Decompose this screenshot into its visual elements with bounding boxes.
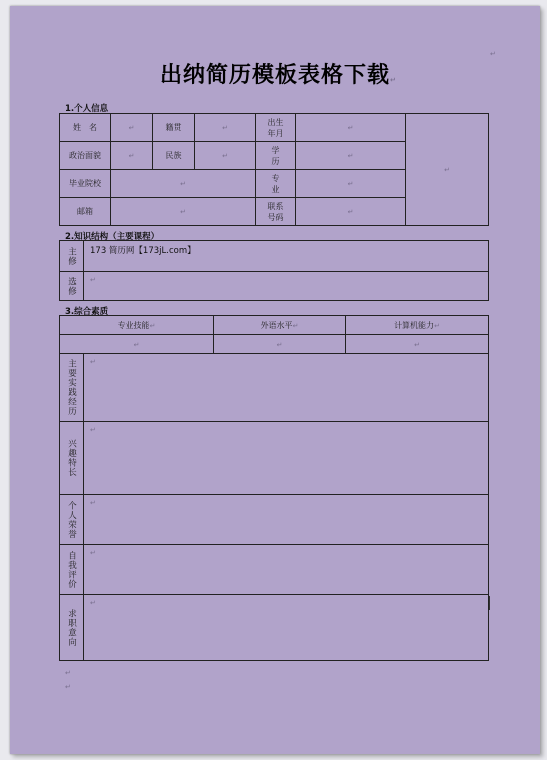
school-value-cell[interactable]: ↵ bbox=[111, 170, 256, 198]
computer-skill-value[interactable]: ↵ bbox=[346, 335, 489, 354]
interest-label-cell: 兴趣特长 bbox=[60, 422, 84, 495]
self-eval-value-cell[interactable]: ↵ bbox=[84, 545, 489, 595]
birth-label-cell: 出生年月 bbox=[256, 114, 296, 142]
section-overall: 3.综合素质 bbox=[65, 307, 109, 317]
native-value-cell[interactable]: ↵ bbox=[195, 114, 256, 142]
practice-value-cell[interactable]: ↵ bbox=[84, 354, 489, 422]
birth-value-cell[interactable]: ↵ bbox=[296, 114, 406, 142]
personal-info-table bbox=[59, 113, 489, 226]
education-value-cell[interactable]: ↵ bbox=[296, 142, 406, 170]
document-page bbox=[10, 6, 540, 754]
major-course-label-cell: 主修 bbox=[60, 241, 84, 272]
phone-label-cell: 联系号码 bbox=[256, 198, 296, 226]
paragraph-mark: ↵ bbox=[65, 669, 71, 677]
practice-label-cell: 主要实践经历 bbox=[60, 354, 84, 422]
honors-value-cell[interactable]: ↵ bbox=[84, 495, 489, 545]
text-cursor bbox=[489, 596, 490, 610]
self-eval-label-cell: 自我评价 bbox=[60, 545, 84, 595]
professional-skill-header: 专业技能↵ bbox=[60, 316, 214, 335]
education-label-cell: 学 历 bbox=[256, 142, 296, 170]
phone-value-cell[interactable]: ↵ bbox=[296, 198, 406, 226]
intention-label-cell: 求职意向 bbox=[60, 595, 84, 661]
politics-label-cell: 政治面貌 bbox=[60, 142, 111, 170]
ethnic-value-cell[interactable]: ↵ bbox=[195, 142, 256, 170]
interest-value-cell[interactable]: ↵ bbox=[84, 422, 489, 495]
major-course-text: 173 简历网【173jL.com】 bbox=[90, 246, 196, 256]
photo-cell[interactable]: ↵ bbox=[406, 114, 489, 226]
major-label-cell: 专 业 bbox=[256, 170, 296, 198]
paragraph-mark: ↵ bbox=[65, 683, 71, 691]
computer-skill-header: 计算机能力↵ bbox=[346, 316, 489, 335]
knowledge-table bbox=[59, 240, 489, 301]
school-label-cell: 毕业院校 bbox=[60, 170, 111, 198]
name-label-cell: 姓 名 bbox=[60, 114, 111, 142]
language-skill-header: 外语水平↵ bbox=[214, 316, 346, 335]
language-skill-value[interactable]: ↵ bbox=[214, 335, 346, 354]
email-label-cell: 邮箱 bbox=[60, 198, 111, 226]
paragraph-mark: ↵ bbox=[490, 50, 496, 58]
major-course-value-cell[interactable] bbox=[84, 241, 489, 272]
politics-value-cell[interactable]: ↵ bbox=[111, 142, 153, 170]
native-label-cell: 籍贯 bbox=[153, 114, 195, 142]
section-knowledge: 2.知识结构（主要课程） bbox=[65, 232, 160, 242]
name-value-cell[interactable]: ↵ bbox=[111, 114, 153, 142]
intention-value-cell[interactable]: ↵ bbox=[84, 595, 489, 661]
email-value-cell[interactable]: ↵ bbox=[111, 198, 256, 226]
ethnic-label-cell: 民族 bbox=[153, 142, 195, 170]
elective-label-cell: 选修 bbox=[60, 272, 84, 301]
elective-value-cell[interactable]: ↵ bbox=[84, 272, 489, 301]
document-title: 出纳简历模板表格下载↵ bbox=[160, 63, 397, 88]
experience-table bbox=[59, 353, 489, 661]
professional-skill-value[interactable]: ↵ bbox=[60, 335, 214, 354]
honors-label-cell: 个人荣誉 bbox=[60, 495, 84, 545]
section-personal-info: 1.个人信息 bbox=[65, 104, 109, 114]
major-value-cell[interactable]: ↵ bbox=[296, 170, 406, 198]
skills-table bbox=[59, 315, 489, 354]
